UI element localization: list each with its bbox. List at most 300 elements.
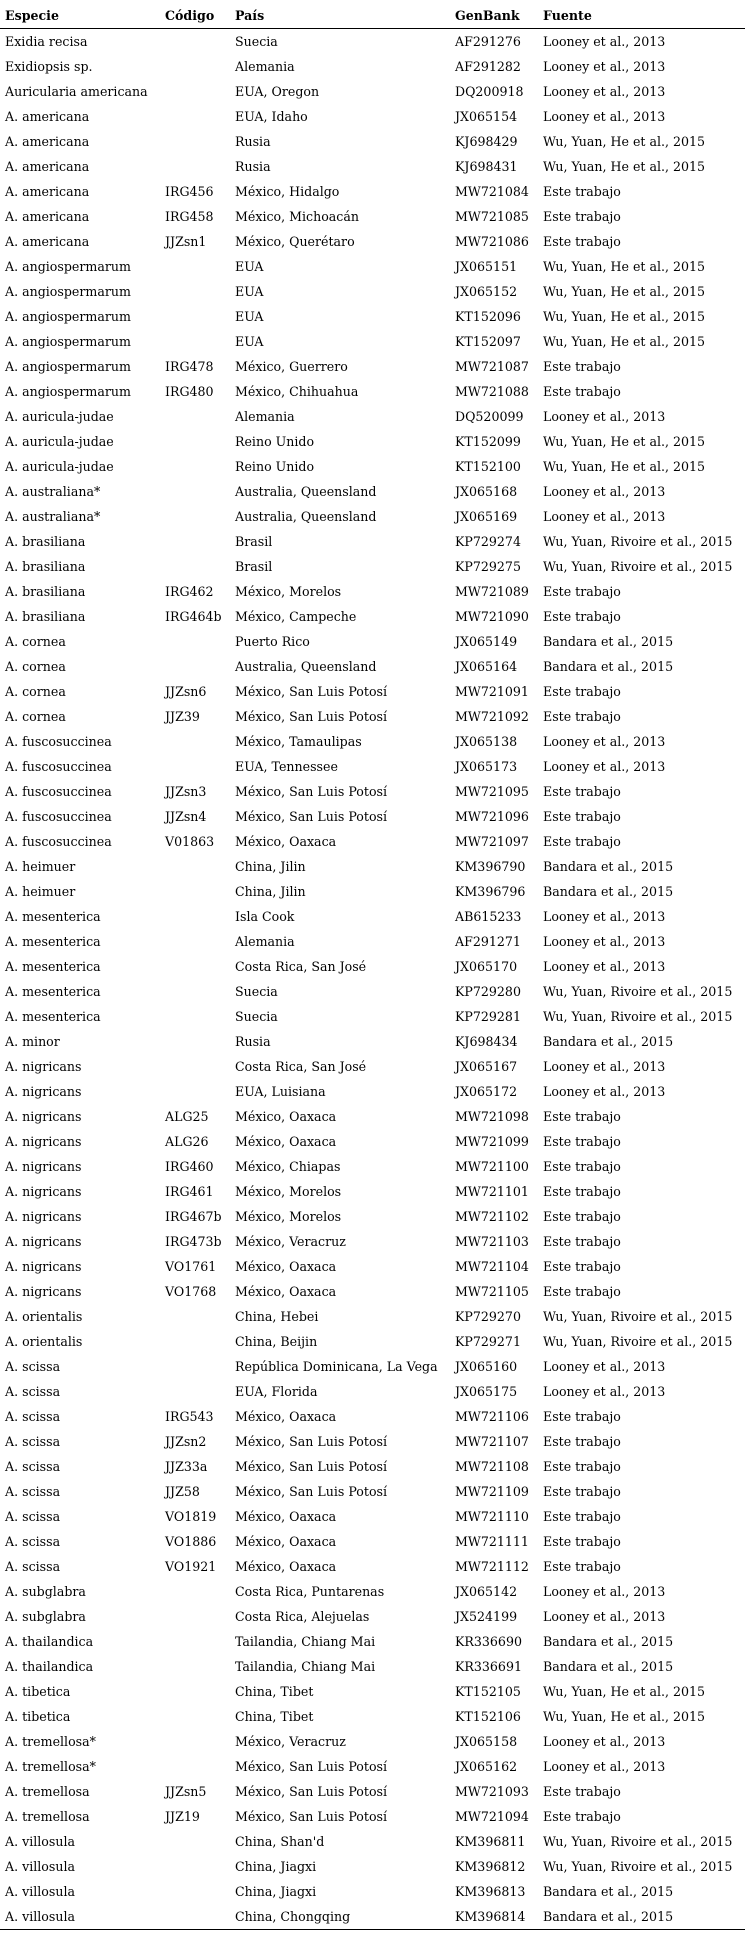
table-row <box>0 54 745 79</box>
cell-fuente: Wu, Yuan, He et al., 2015 <box>543 309 706 324</box>
cell-pais: México, Oaxaca <box>235 1259 337 1274</box>
cell-fuente: Wu, Yuan, He et al., 2015 <box>543 1709 706 1724</box>
table-row <box>0 654 745 679</box>
cell-codigo <box>160 1354 230 1379</box>
cell-fuente: Este trabajo <box>543 1809 621 1824</box>
cell-fuente: Este trabajo <box>543 584 621 599</box>
cell-fuente: Este trabajo <box>543 1184 621 1199</box>
cell-especie: A. americana <box>5 159 90 174</box>
cell-especie: A. auricula-judae <box>5 434 114 449</box>
cell-codigo <box>160 1629 230 1654</box>
cell-especie: A. americana <box>5 184 90 199</box>
table-row <box>0 429 745 454</box>
cell-fuente: Este trabajo <box>543 1459 621 1474</box>
cell-especie: A. nigricans <box>5 1059 82 1074</box>
table-row <box>0 1279 745 1304</box>
cell-genbank: MW721092 <box>455 709 529 724</box>
cell-codigo <box>160 1654 230 1679</box>
cell-genbank: KJ698434 <box>455 1034 518 1049</box>
table-row <box>0 404 745 429</box>
cell-genbank: KP729281 <box>455 1009 521 1024</box>
header-codigo: Código <box>165 8 215 23</box>
cell-pais: México, Veracruz <box>235 1234 346 1249</box>
cell-genbank: AB615233 <box>455 909 522 924</box>
cell-genbank: JX065151 <box>455 259 518 274</box>
cell-pais: EUA <box>235 334 264 349</box>
table-row <box>0 1479 745 1504</box>
cell-codigo: IRG461 <box>165 1184 214 1199</box>
cell-fuente: Este trabajo <box>543 1284 621 1299</box>
cell-fuente: Looney et al., 2013 <box>543 1059 666 1074</box>
cell-genbank: MW721097 <box>455 834 529 849</box>
cell-fuente: Looney et al., 2013 <box>543 109 666 124</box>
cell-genbank: JX065138 <box>455 734 518 749</box>
cell-pais: China, Hebei <box>235 1309 319 1324</box>
cell-genbank: MW721098 <box>455 1109 529 1124</box>
cell-pais: Alemania <box>235 59 295 74</box>
cell-genbank: JX065164 <box>455 659 518 674</box>
cell-especie: A. scissa <box>5 1409 61 1424</box>
cell-especie: Exidia recisa <box>5 34 88 49</box>
cell-fuente: Looney et al., 2013 <box>543 1359 666 1374</box>
table-row <box>0 1779 745 1804</box>
cell-pais: EUA <box>235 309 264 324</box>
cell-especie: A. fuscosuccinea <box>5 734 112 749</box>
cell-pais: China, Jilin <box>235 884 306 899</box>
cell-codigo <box>160 29 230 55</box>
cell-especie: A. nigricans <box>5 1134 82 1149</box>
cell-pais: Reino Unido <box>235 434 315 449</box>
cell-genbank: MW721100 <box>455 1159 529 1174</box>
cell-especie: A. scissa <box>5 1559 61 1574</box>
header-especie: Especie <box>5 8 59 23</box>
cell-codigo <box>160 1754 230 1779</box>
cell-fuente: Wu, Yuan, He et al., 2015 <box>543 459 706 474</box>
cell-pais: México, Morelos <box>235 584 342 599</box>
cell-pais: México, San Luis Potosí <box>235 1484 388 1499</box>
cell-fuente: Este trabajo <box>543 1559 621 1574</box>
cell-especie: A. auricula-judae <box>5 409 114 424</box>
cell-codigo <box>160 329 230 354</box>
table-row <box>0 1554 745 1579</box>
table-row <box>0 154 745 179</box>
cell-especie: Auricularia americana <box>5 84 148 99</box>
cell-genbank: MW721085 <box>455 209 529 224</box>
table-row <box>0 304 745 329</box>
cell-pais: China, Jilin <box>235 859 306 874</box>
cell-codigo: JJZ33a <box>165 1459 208 1474</box>
cell-pais: Suecia <box>235 34 278 49</box>
cell-genbank: MW721086 <box>455 234 529 249</box>
cell-codigo <box>160 454 230 479</box>
table-row <box>0 1254 745 1279</box>
table-row <box>0 179 745 204</box>
cell-especie: A. nigricans <box>5 1284 82 1299</box>
cell-fuente: Wu, Yuan, Rivoire et al., 2015 <box>543 1309 733 1324</box>
cell-especie: A. tremellosa* <box>5 1734 96 1749</box>
cell-especie: A. angiospermarum <box>5 309 131 324</box>
cell-codigo <box>160 104 230 129</box>
specimen-table <box>0 3 745 1930</box>
cell-fuente: Este trabajo <box>543 709 621 724</box>
cell-especie: A. brasiliana <box>5 534 86 549</box>
cell-pais: China, Beijin <box>235 1334 318 1349</box>
table-row <box>0 229 745 254</box>
table-row <box>0 1154 745 1179</box>
table-row <box>0 1804 745 1829</box>
cell-fuente: Este trabajo <box>543 1134 621 1149</box>
table-row <box>0 129 745 154</box>
cell-genbank: KT152106 <box>455 1709 521 1724</box>
cell-genbank: MW721095 <box>455 784 529 799</box>
cell-pais: México, San Luis Potosí <box>235 1759 388 1774</box>
cell-fuente: Looney et al., 2013 <box>543 1734 666 1749</box>
table-row <box>0 629 745 654</box>
cell-codigo <box>160 879 230 904</box>
cell-pais: EUA, Luisiana <box>235 1084 326 1099</box>
cell-genbank: DQ200918 <box>455 84 524 99</box>
cell-codigo <box>160 929 230 954</box>
cell-especie: A. fuscosuccinea <box>5 759 112 774</box>
cell-codigo: IRG458 <box>165 209 214 224</box>
cell-pais: Australia, Queensland <box>235 509 377 524</box>
cell-genbank: MW721110 <box>455 1509 529 1524</box>
cell-fuente: Este trabajo <box>543 809 621 824</box>
cell-codigo: VO1886 <box>165 1534 217 1549</box>
cell-fuente: Bandara et al., 2015 <box>543 1884 674 1899</box>
cell-especie: A. heimuer <box>5 884 76 899</box>
cell-pais: México, Guerrero <box>235 359 348 374</box>
cell-codigo <box>160 854 230 879</box>
table-row <box>0 729 745 754</box>
cell-fuente: Bandara et al., 2015 <box>543 659 674 674</box>
cell-pais: México, Oaxaca <box>235 1109 337 1124</box>
table-row <box>0 354 745 379</box>
cell-codigo: JJZ58 <box>165 1484 200 1499</box>
cell-pais: Costa Rica, Puntarenas <box>235 1584 385 1599</box>
cell-pais: México, Chihuahua <box>235 384 359 399</box>
table-row <box>0 1604 745 1629</box>
cell-genbank: MW721104 <box>455 1259 529 1274</box>
cell-pais: EUA <box>235 284 264 299</box>
cell-genbank: JX065167 <box>455 1059 518 1074</box>
table-row <box>0 1829 745 1854</box>
table-row <box>0 1754 745 1779</box>
table-row <box>0 954 745 979</box>
cell-pais: China, Tibet <box>235 1709 314 1724</box>
cell-codigo <box>160 554 230 579</box>
cell-especie: A. angiospermarum <box>5 384 131 399</box>
cell-codigo <box>160 1029 230 1054</box>
cell-pais: Australia, Queensland <box>235 659 377 674</box>
cell-especie: A. mesenterica <box>5 984 101 999</box>
cell-pais: México, Morelos <box>235 1209 342 1224</box>
cell-especie: A. nigricans <box>5 1209 82 1224</box>
cell-genbank: AF291282 <box>455 59 521 74</box>
cell-genbank: JX065154 <box>455 109 518 124</box>
cell-especie: A. tibetica <box>5 1684 71 1699</box>
cell-fuente: Looney et al., 2013 <box>543 84 666 99</box>
cell-codigo <box>160 904 230 929</box>
cell-fuente: Este trabajo <box>543 1534 621 1549</box>
cell-pais: Isla Cook <box>235 909 295 924</box>
cell-codigo: VO1768 <box>165 1284 217 1299</box>
cell-genbank: MW721102 <box>455 1209 529 1224</box>
cell-fuente: Este trabajo <box>543 234 621 249</box>
cell-fuente: Bandara et al., 2015 <box>543 1659 674 1674</box>
cell-pais: México, San Luis Potosí <box>235 709 388 724</box>
cell-fuente: Looney et al., 2013 <box>543 1084 666 1099</box>
cell-genbank: JX065173 <box>455 759 518 774</box>
cell-genbank: KP729270 <box>455 1309 521 1324</box>
cell-especie: A. nigricans <box>5 1184 82 1199</box>
table-row <box>0 1729 745 1754</box>
cell-codigo <box>160 629 230 654</box>
cell-fuente: Wu, Yuan, Rivoire et al., 2015 <box>543 534 733 549</box>
cell-pais: Tailandia, Chiang Mai <box>235 1659 376 1674</box>
cell-especie: A. americana <box>5 209 90 224</box>
cell-pais: EUA, Tennessee <box>235 759 338 774</box>
cell-genbank: KP729275 <box>455 559 521 574</box>
table-row <box>0 1204 745 1229</box>
table-row <box>0 1004 745 1029</box>
cell-pais: Tailandia, Chiang Mai <box>235 1634 376 1649</box>
table-row <box>0 1379 745 1404</box>
table-row <box>0 804 745 829</box>
table-row <box>0 104 745 129</box>
cell-especie: A. angiospermarum <box>5 284 131 299</box>
cell-fuente: Este trabajo <box>543 384 621 399</box>
table-row <box>0 79 745 104</box>
table-row <box>0 1654 745 1679</box>
cell-codigo: JJZsn6 <box>165 684 207 699</box>
cell-codigo: ALG26 <box>165 1134 209 1149</box>
cell-pais: Reino Unido <box>235 459 315 474</box>
cell-pais: Rusia <box>235 159 271 174</box>
cell-fuente: Este trabajo <box>543 184 621 199</box>
cell-fuente: Este trabajo <box>543 1259 621 1274</box>
cell-fuente: Looney et al., 2013 <box>543 409 666 424</box>
cell-genbank: MW721084 <box>455 184 529 199</box>
cell-pais: México, Oaxaca <box>235 1134 337 1149</box>
cell-fuente: Looney et al., 2013 <box>543 509 666 524</box>
cell-codigo <box>160 1579 230 1604</box>
table-row <box>0 1304 745 1329</box>
cell-especie: A. mesenterica <box>5 909 101 924</box>
table-row <box>0 1704 745 1729</box>
table-row <box>0 904 745 929</box>
cell-codigo <box>160 1729 230 1754</box>
table-row <box>0 379 745 404</box>
cell-fuente: Este trabajo <box>543 1234 621 1249</box>
cell-genbank: KM396813 <box>455 1884 526 1899</box>
cell-pais: Australia, Queensland <box>235 484 377 499</box>
cell-genbank: MW721094 <box>455 1809 529 1824</box>
cell-especie: A. scissa <box>5 1534 61 1549</box>
cell-genbank: JX065160 <box>455 1359 518 1374</box>
cell-genbank: MW721108 <box>455 1459 529 1474</box>
cell-fuente: Wu, Yuan, He et al., 2015 <box>543 334 706 349</box>
cell-especie: A. heimuer <box>5 859 76 874</box>
cell-fuente: Este trabajo <box>543 359 621 374</box>
cell-codigo: IRG460 <box>165 1159 214 1174</box>
cell-especie: A. cornea <box>5 634 66 649</box>
cell-especie: A. fuscosuccinea <box>5 834 112 849</box>
cell-genbank: MW721093 <box>455 1784 529 1799</box>
cell-especie: A. thailandica <box>5 1634 94 1649</box>
cell-especie: A. tremellosa <box>5 1809 90 1824</box>
cell-pais: Costa Rica, San José <box>235 1059 367 1074</box>
cell-fuente: Wu, Yuan, Rivoire et al., 2015 <box>543 1859 733 1874</box>
cell-genbank: KT152100 <box>455 459 521 474</box>
cell-fuente: Wu, Yuan, Rivoire et al., 2015 <box>543 984 733 999</box>
cell-pais: China, Jiagxi <box>235 1859 317 1874</box>
cell-codigo: JJZsn4 <box>165 809 207 824</box>
cell-codigo <box>160 654 230 679</box>
table-row <box>0 579 745 604</box>
table-row <box>0 29 745 55</box>
cell-especie: A. cornea <box>5 659 66 674</box>
table-row <box>0 454 745 479</box>
cell-especie: A. mesenterica <box>5 1009 101 1024</box>
cell-fuente: Wu, Yuan, He et al., 2015 <box>543 434 706 449</box>
cell-genbank: KP729271 <box>455 1334 521 1349</box>
cell-especie: A. australiana* <box>5 509 101 524</box>
table-row <box>0 1579 745 1604</box>
cell-genbank: DQ520099 <box>455 409 524 424</box>
cell-pais: México, San Luis Potosí <box>235 809 388 824</box>
cell-genbank: JX065170 <box>455 959 518 974</box>
cell-codigo <box>160 954 230 979</box>
table-row <box>0 1504 745 1529</box>
cell-especie: A. brasiliana <box>5 584 86 599</box>
cell-genbank: JX065142 <box>455 1584 518 1599</box>
cell-codigo: ALG25 <box>165 1109 209 1124</box>
cell-fuente: Looney et al., 2013 <box>543 1609 666 1624</box>
table-row <box>0 1629 745 1654</box>
cell-especie: A. tremellosa* <box>5 1759 96 1774</box>
table-row <box>0 1104 745 1129</box>
cell-pais: Puerto Rico <box>235 634 310 649</box>
cell-pais: Suecia <box>235 1009 278 1024</box>
cell-fuente: Looney et al., 2013 <box>543 759 666 774</box>
cell-codigo <box>160 979 230 1004</box>
cell-especie: A. villosula <box>5 1909 75 1924</box>
cell-pais: México, Morelos <box>235 1184 342 1199</box>
cell-codigo: IRG480 <box>165 384 214 399</box>
cell-fuente: Wu, Yuan, He et al., 2015 <box>543 284 706 299</box>
table-row <box>0 279 745 304</box>
cell-pais: México, Oaxaca <box>235 1409 337 1424</box>
cell-pais: China, Chongqing <box>235 1909 351 1924</box>
cell-especie: A. nigricans <box>5 1234 82 1249</box>
cell-genbank: KM396796 <box>455 884 526 899</box>
cell-genbank: KP729280 <box>455 984 521 999</box>
cell-fuente: Wu, Yuan, Rivoire et al., 2015 <box>543 559 733 574</box>
cell-especie: A. brasiliana <box>5 559 86 574</box>
cell-fuente: Este trabajo <box>543 834 621 849</box>
cell-fuente: Este trabajo <box>543 209 621 224</box>
cell-pais: China, Shan'd <box>235 1834 325 1849</box>
cell-especie: A. mesenterica <box>5 959 101 974</box>
table-row <box>0 1329 745 1354</box>
cell-especie: A. scissa <box>5 1459 61 1474</box>
cell-fuente: Bandara et al., 2015 <box>543 634 674 649</box>
cell-especie: A. scissa <box>5 1359 61 1374</box>
cell-genbank: KM396790 <box>455 859 526 874</box>
cell-pais: México, San Luis Potosí <box>235 1784 388 1799</box>
table-row <box>0 529 745 554</box>
cell-pais: México, Querétaro <box>235 234 355 249</box>
table-row <box>0 1529 745 1554</box>
cell-especie: A. villosula <box>5 1884 75 1899</box>
cell-genbank: KM396814 <box>455 1909 526 1924</box>
cell-pais: Alemania <box>235 409 295 424</box>
cell-especie: A. brasiliana <box>5 609 86 624</box>
header-row <box>0 3 745 29</box>
table-body <box>0 29 745 1930</box>
cell-codigo: JJZsn5 <box>165 1784 207 1799</box>
cell-especie: A. cornea <box>5 684 66 699</box>
cell-genbank: MW721111 <box>455 1534 529 1549</box>
table-row <box>0 554 745 579</box>
cell-genbank: KJ698429 <box>455 134 518 149</box>
cell-fuente: Este trabajo <box>543 1434 621 1449</box>
cell-fuente: Looney et al., 2013 <box>543 934 666 949</box>
header-genbank: GenBank <box>455 8 520 23</box>
cell-especie: A. tremellosa <box>5 1784 90 1799</box>
cell-pais: Brasil <box>235 559 273 574</box>
cell-pais: China, Jiagxi <box>235 1884 317 1899</box>
cell-codigo: JJZ19 <box>165 1809 200 1824</box>
cell-genbank: KT152096 <box>455 309 521 324</box>
table-row <box>0 1454 745 1479</box>
table-row <box>0 1679 745 1704</box>
cell-especie: A. mesenterica <box>5 934 101 949</box>
cell-pais: Costa Rica, San José <box>235 959 367 974</box>
cell-fuente: Wu, Yuan, He et al., 2015 <box>543 159 706 174</box>
cell-pais: México, Oaxaca <box>235 834 337 849</box>
cell-codigo: IRG462 <box>165 584 214 599</box>
cell-especie: A. angiospermarum <box>5 334 131 349</box>
table-header <box>0 3 745 29</box>
cell-genbank: MW721103 <box>455 1234 529 1249</box>
cell-fuente: Looney et al., 2013 <box>543 34 666 49</box>
cell-especie: A. orientalis <box>5 1334 83 1349</box>
cell-codigo <box>160 1054 230 1079</box>
cell-pais: México, Veracruz <box>235 1734 346 1749</box>
cell-fuente: Wu, Yuan, Rivoire et al., 2015 <box>543 1834 733 1849</box>
cell-codigo: JJZ39 <box>165 709 200 724</box>
cell-fuente: Wu, Yuan, He et al., 2015 <box>543 134 706 149</box>
cell-especie: A. villosula <box>5 1834 75 1849</box>
cell-codigo <box>160 129 230 154</box>
table-row <box>0 979 745 1004</box>
cell-especie: A. americana <box>5 234 90 249</box>
cell-fuente: Looney et al., 2013 <box>543 909 666 924</box>
table-row <box>0 1904 745 1930</box>
cell-codigo: JJZsn3 <box>165 784 207 799</box>
cell-codigo <box>160 1004 230 1029</box>
cell-pais: República Dominicana, La Vega <box>235 1359 438 1374</box>
cell-especie: A. australiana* <box>5 484 101 499</box>
cell-genbank: MW721087 <box>455 359 529 374</box>
cell-fuente: Looney et al., 2013 <box>543 1759 666 1774</box>
cell-pais: México, San Luis Potosí <box>235 1459 388 1474</box>
cell-codigo <box>160 1704 230 1729</box>
cell-codigo <box>160 404 230 429</box>
cell-fuente: Wu, Yuan, Rivoire et al., 2015 <box>543 1334 733 1349</box>
